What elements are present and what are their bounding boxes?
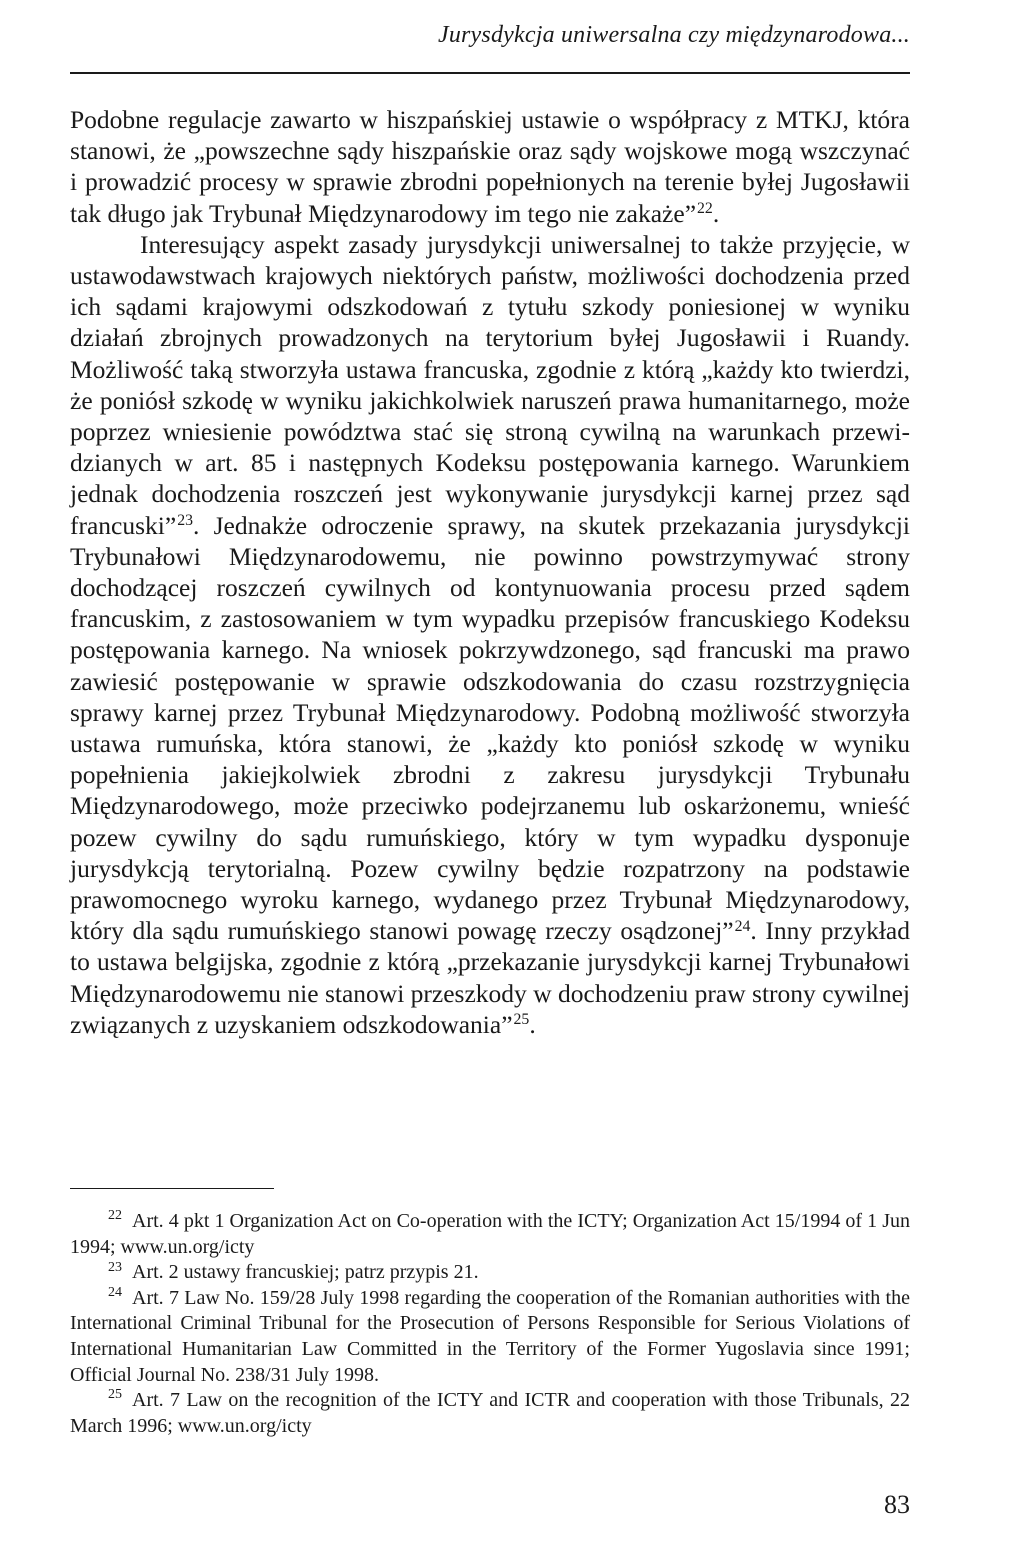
page-number: 83 [884, 1490, 910, 1519]
paragraph-2 [70, 229, 910, 1040]
footnotes [70, 1209, 910, 1439]
body-text [70, 104, 910, 1040]
footnote-number: 23 [108, 1259, 122, 1275]
footnote-23 [70, 1260, 910, 1286]
header-rule [70, 72, 910, 74]
footnote-ref-22: 22 [697, 199, 713, 217]
footnote-ref-25: 25 [513, 1011, 530, 1029]
running-head: Jurysdykcja uniwersalna czy międzynarodowa... [437, 22, 910, 48]
footnote-ref-23: 23 [177, 511, 193, 529]
paragraph-text: Interesujący aspekt zasady jurysdykcji uniwersalnej to także przyjęcie, w ustawodawstwach krajowych niektórych państw, możliwości dochodzenia przed ich sądami krajowymi odszkodowań z tytułu szkody poniesionej w wyniku działań zbrojnych prowadzonych na terytorium byłej Jugosławii i Ruandy. Możliwość taką stworzyła ustawa francuska, zgodnie z którą „każdy kto twierdzi, że poniósł szkodę w wyniku jakichkolwiek naruszeń prawa humanitarnego, może poprzez wniesienie powództwa stać się stroną cywilną na warunkach przewidzianych w art. 85 i następnych Kodeksu postępowania karnego. Warunkiem jednak dochodzenia roszczeń jest wykonywanie jurysdykcji karnej przez sąd francuski” [70, 229, 910, 540]
footnote-24 [70, 1286, 910, 1388]
footnote-text: Art. 7 Law on the recognition of the ICTY and ICTR and cooperation with those Tribunals, 22 March 1996; www.un.org/icty [70, 1389, 910, 1437]
paragraph-text: . Jednakże odroczenie sprawy, na skutek przekazania jurysdykcji Trybunałowi Międzynarodowemu, nie powinno powstrzymywać strony dochodzącej roszczeń cywilnych od kontynuowania procesu przed sądem francuskim, z zastosowaniem w tym wypadku przepisów francuskiego Kodeksu postępowania karnego. Na wniosek pokrzywdzonego, sąd francuski ma prawo zawiesić postępowanie w sprawie odszkodowania do czasu rozstrzygnięcia sprawy karnej przez Trybunał Międzynarodowy. Podobną możliwość stworzyła ustawa rumuńska, która stanowi, że „każdy kto poniósł szkodę w wyniku popełnienia jakiejkolwiek zbrodni z zakresu jurysdykcji Trybunału Międzynarodowego, może przeciwko podejrzanemu lub oskarżonemu, wnieść pozew cywilny do sądu rumuńskiego, który w tym wypadku dysponuje jurysdykcją terytorialną. Pozew cywilny będzie rozpatrzony na podstawie prawomocnego wyroku karnego, wydanego przez Trybunał Międzynarodowy, który dla sądu rumuńskiego stanowi powagę rzeczy osądzonej” [70, 510, 910, 946]
paragraph-1 [70, 104, 910, 229]
paragraph-text: Podobne regulacje zawarto w hiszpańskiej ustawie o współpracy z MTKJ, która stanowi, że „powszechne sądy hiszpańskie oraz sądy wojskowe mogą wszczynać i prowadzić procesy w sprawie zbrodni popełnionych na terenie byłej Jugosławii tak długo jak Trybunał Międzynarodowy im tego nie zakaże” [70, 105, 910, 228]
footnote-rule [70, 1188, 274, 1189]
footnote-number: 24 [108, 1285, 122, 1301]
footnote-text: Art. 2 ustawy francuskiej; patrz przypis 21. [132, 1261, 479, 1284]
paragraph-text: . [529, 1009, 536, 1039]
paragraph-text: . [712, 198, 720, 228]
footnote-number: 25 [108, 1387, 122, 1403]
paragraph-text: . Inny przykład to ustawa belgijska, zgodnie z którą „przekazanie jurysdykcji karnej Trybunałowi Międzynarodowemu nie stanowi przeszkody w dochodzeniu praw strony cywilnej związanych z uzyskaniem odszkodowania” [70, 916, 910, 1039]
footnote-text: Art. 4 pkt 1 Organization Act on Co-operation with the ICTY; Organization Act 15/1994 of 1 Jun 1994; www.un.org/icty [70, 1210, 910, 1258]
footnote-25 [70, 1388, 910, 1439]
footnote-ref-24: 24 [734, 917, 751, 935]
footnote-number: 22 [108, 1208, 122, 1224]
footnote-22 [70, 1209, 910, 1260]
footnote-text: Art. 7 Law No. 159/28 July 1998 regarding the cooperation of the Romanian authorities with the International Criminal Tribunal for the Prosecution of Persons Responsible for Serious Violations of International Humanitarian Law Committed in the Territory of the Former Yugoslavia since 1991; Official Journal No. 238/31 July 1998. [70, 1286, 910, 1386]
